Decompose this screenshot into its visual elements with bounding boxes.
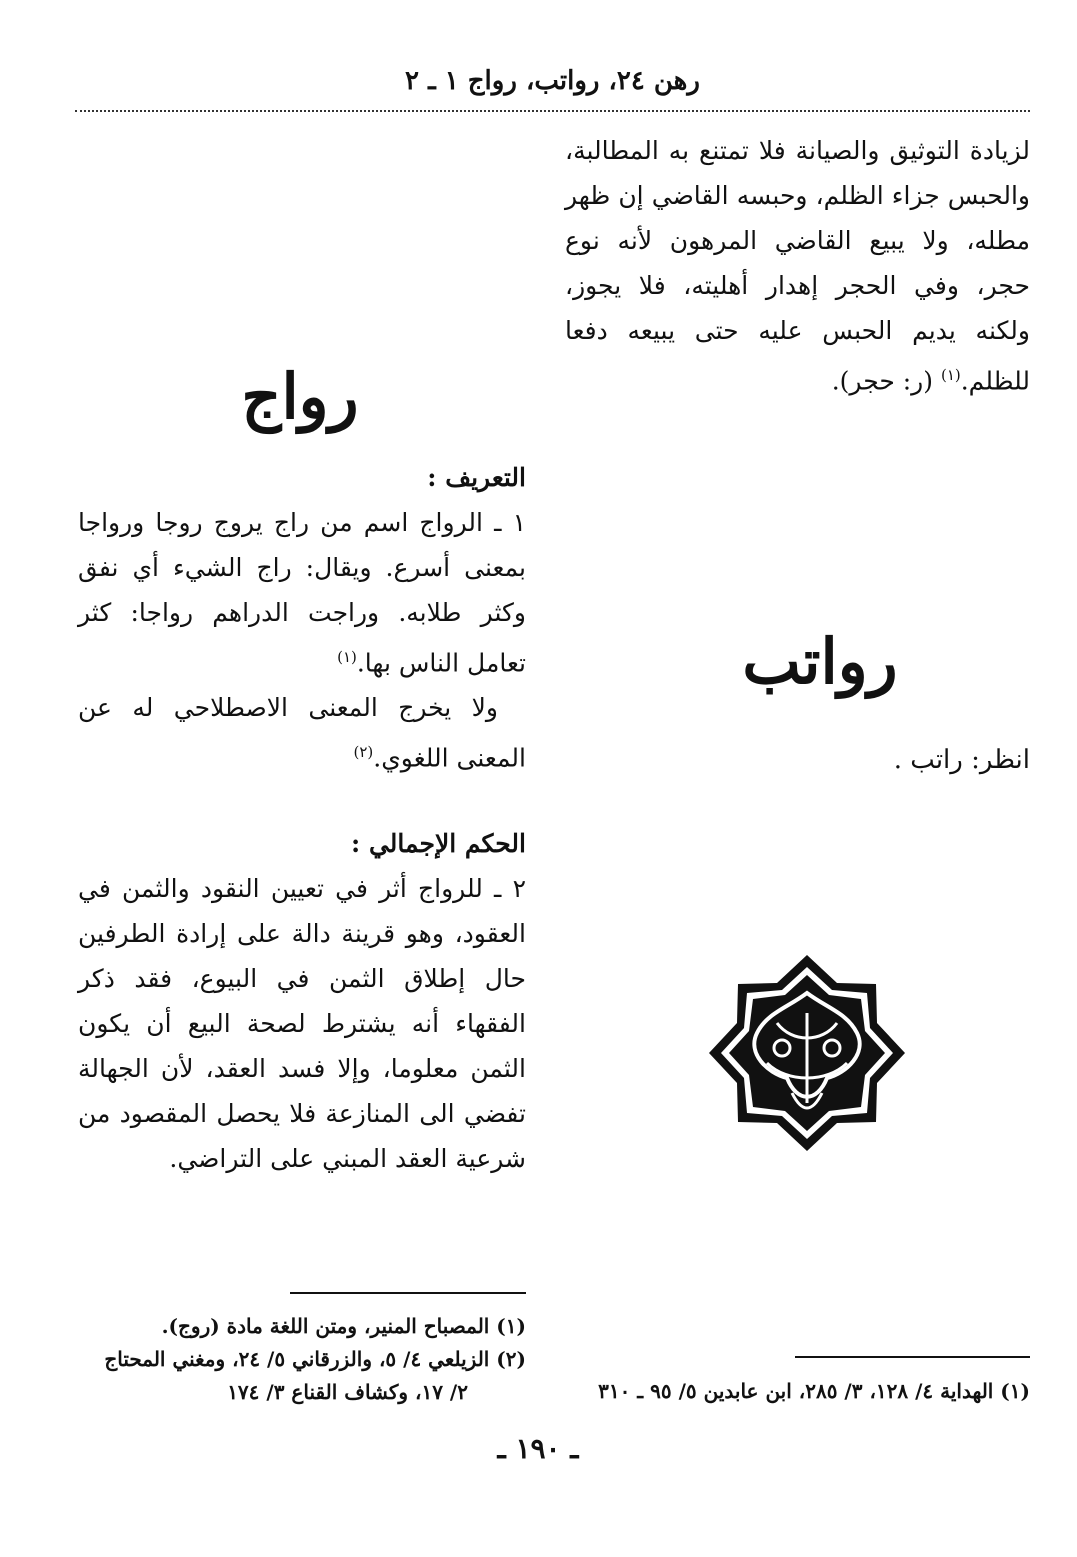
entry-title-rawatib: رواتب [742,625,898,698]
footnote: (١) المصباح المنير، ومتن اللغة مادة (روج). [161,1314,526,1338]
footnote-separator-left [290,1292,526,1294]
rawaj-entry [78,455,526,1181]
footnote-ref: (١) [940,366,961,384]
ruling-paragraph: ٢ ـ للرواج أثر في تعيين النقود والثمن في العقود، وهو قرينة دالة على إرادة الطرفين حال إطلاق الثمن في البيوع، فقد ذكر الفقهاء أنه يشترط لصحة البيع أن يكون الثمن معلوما، وإلا فسد العقد، لأن الجهالة تفضي الى المنازعة فلا يحصل المقصود من شرعية العقد المبني على التراضي. [78,873,526,1173]
footnote: (٢) الزيلعي ٤/ ٥، والزرقاني ٥/ ٢٤، ومغني المحتاج [104,1347,526,1371]
footnote-separator-right [795,1356,1030,1358]
footnote: (١) الهداية ٤/ ١٢٨، ٣/ ٢٨٥، ابن عابدين ٥/ ٩٥ ـ ٣١٠ [598,1379,1030,1403]
footnote-ref: (١) [337,648,357,666]
definition-paragraph [78,500,526,685]
continuation-text: لزيادة التوثيق والصيانة فلا تمتنع به المطالبة، والحبس جزاء الظلم، وحبسه القاضي إن ظهر مطله، ولا يبيع القاضي المرهون لأنه نوع حجر، وفي الحجر إهدار أهليته، فلا يجوز، ولكنه يديم الحبس عليه حتى يبيعه دفعا للظلم. [565,136,1030,396]
continuation-column [565,128,1030,403]
terminology-paragraph [78,685,526,780]
spacer [78,781,526,821]
footnotes-right [580,1375,1030,1408]
entry-title-rawaj: رواج [241,360,359,433]
definition-heading: التعريف : [427,463,526,492]
footnotes-left [78,1310,526,1409]
definition-text: ١ ـ الرواج اسم من راج يروج روجا ورواجا بمعنى أسرع. ويقال: راج الشيء أي نفق وكثر طلابه. وراجت الدراهم رواجا: كثر تعامل الناس بها. [78,508,526,678]
page-number: ـ ١٩٠ ـ [497,1432,579,1465]
cross-reference: (ر: حجر). [831,366,933,396]
running-header: رهن ٢٤، رواتب، رواج ١ ـ ٢ [405,66,700,96]
continuation-paragraph [565,128,1030,403]
header-dotted-rule [75,110,1030,112]
terminology-text: ولا يخرج المعنى الاصطلاحي له عن المعنى اللغوي. [78,693,526,773]
footnote-ref: (٢) [353,743,374,762]
star-ornament-icon [707,953,907,1153]
see-also-reference: انظر: راتب . [893,745,1030,775]
ruling-heading: الحكم الإجمالي : [351,828,526,858]
footnote-continuation: ٢/ ١٧، وكشاف القناع ٣/ ١٧٤ [227,1380,468,1404]
